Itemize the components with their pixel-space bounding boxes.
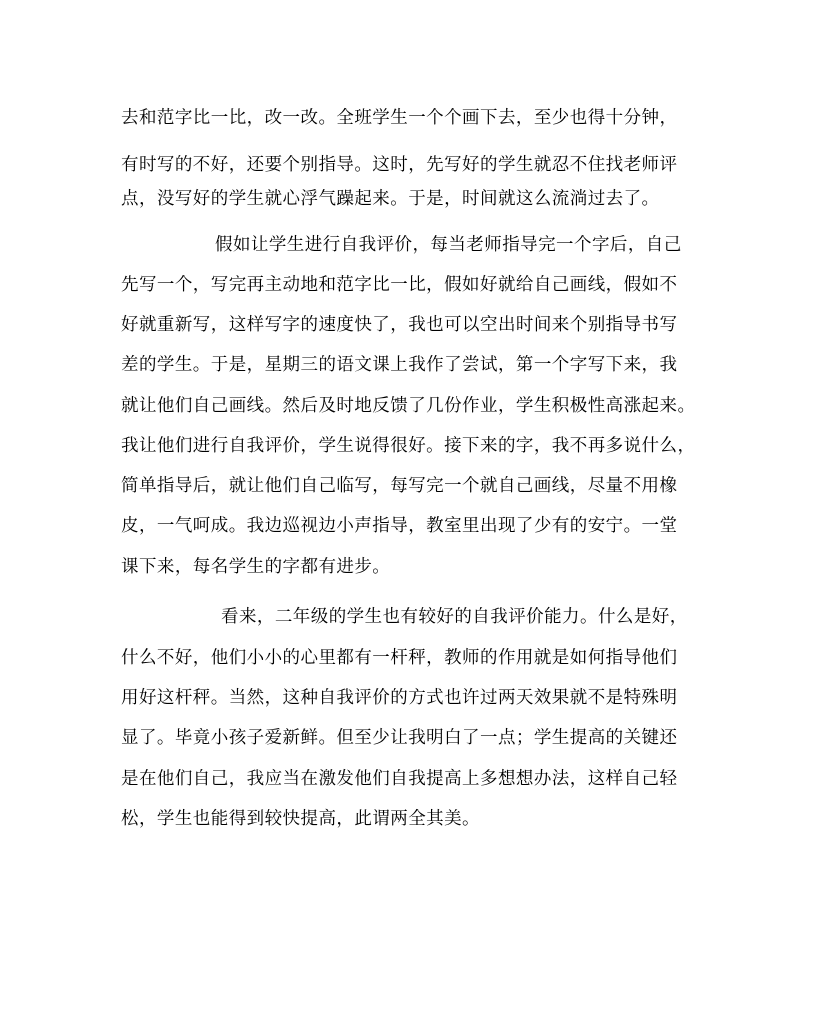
text-line: 好就重新写，这样写字的速度快了，我也可以空出时间来个别指导书写 xyxy=(121,315,678,335)
text-line-indented: 看来，二年级的学生也有较好的自我评价能力。什么是好， xyxy=(221,607,688,627)
text-line: 点，没写好的学生就心浮气躁起来。于是，时间就这么流淌过去了。 xyxy=(121,189,660,209)
text-line: 松，学生也能得到较快提高，此谓两全其美。 xyxy=(121,809,480,829)
text-line: 就让他们自己画线。然后及时地反馈了几份作业，学生积极性高涨起来。 xyxy=(121,396,696,416)
text-line: 简单指导后，就让他们自己临写，每写完一个就自己画线，尽量不用橡 xyxy=(121,476,678,496)
text-line-indented: 假如让学生进行自我评价，每当老师指导完一个字后，自己 xyxy=(215,235,682,255)
text-line: 差的学生。于是，星期三的语文课上我作了尝试，第一个字写下来，我 xyxy=(121,355,678,375)
text-line: 什么不好，他们小小的心里都有一杆秤，教师的作用就是如何指导他们 xyxy=(121,648,678,668)
text-line: 我让他们进行自我评价，学生说得很好。接下来的字，我不再多说什么， xyxy=(121,436,696,456)
text-line: 显了。毕竟小孩子爱新鲜。但至少让我明白了一点；学生提高的关键还 xyxy=(121,728,678,748)
text-line: 课下来，每名学生的字都有进步。 xyxy=(121,557,391,577)
text-line: 去和范字比一比，改一改。全班学生一个个画下去，至少也得十分钟， xyxy=(121,108,678,128)
text-line: 是在他们自己，我应当在激发他们自我提高上多想想办法，这样自己轻 xyxy=(121,769,678,789)
text-line: 先写一个，写完再主动地和范字比一比，假如好就给自己画线，假如不 xyxy=(121,275,678,295)
text-line: 用好这杆秤。当然，这种自我评价的方式也许过两天效果就不是特殊明 xyxy=(121,688,678,708)
text-line: 皮，一气呵成。我边巡视边小声指导，教室里出现了少有的安宁。一堂 xyxy=(121,516,678,536)
text-line: 有时写的不好，还要个别指导。这时，先写好的学生就忍不住找老师评 xyxy=(121,155,678,175)
